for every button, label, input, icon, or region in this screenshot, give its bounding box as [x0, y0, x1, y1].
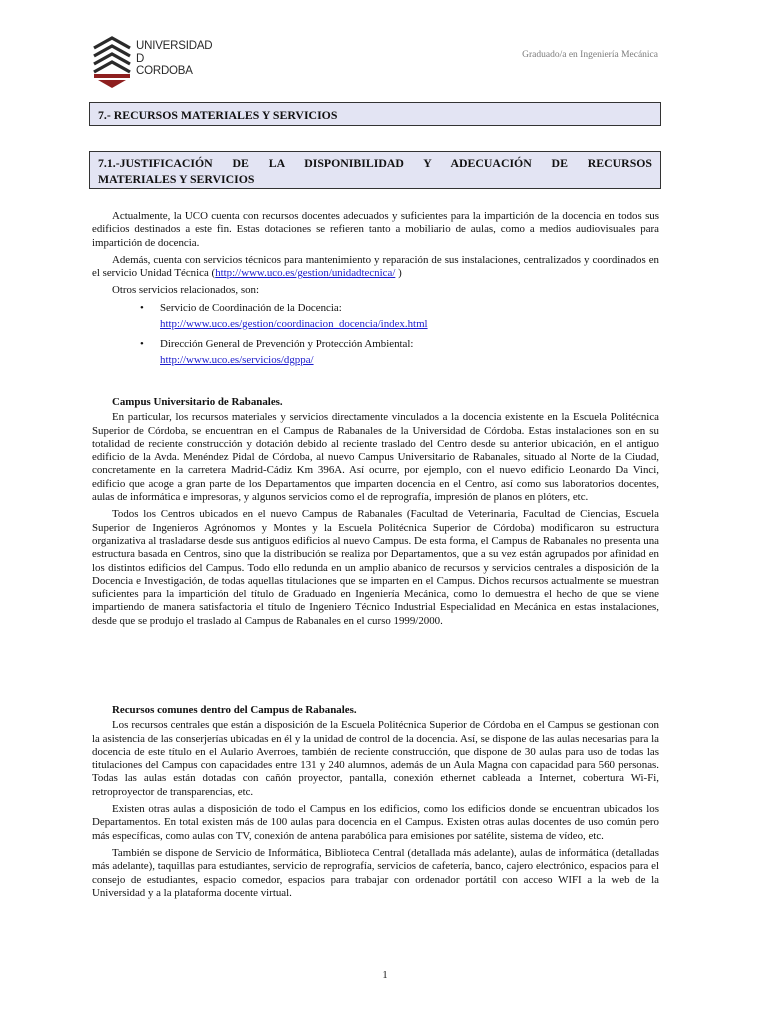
- subsection-title-box: [89, 151, 661, 189]
- services-list: [92, 300, 659, 368]
- university-logo-text: [136, 40, 212, 78]
- list-item-label: Dirección General de Prevención y Protección Ambiental:: [160, 337, 414, 350]
- page-number: 1: [382, 970, 388, 981]
- logo-line-3: CORDOBA: [136, 65, 193, 77]
- paragraph-services: También se dispone de Servicio de Informática, Biblioteca Central (detallada más adelante), aulas de informática (detalladas más adelante), taquillas para estudiantes, servicio de reprografía, servicios de cafetería, banco, cajero electrónico, espacios para el consejo de estudiantes, espacio comedor, espacios para trabajar con ordenador portátil con acceso WIFI a la web de la Universidad y a la plataforma docente virtual.: [92, 846, 659, 899]
- list-item-label: Servicio de Coordinación de la Docencia:: [160, 301, 342, 314]
- paragraph-central-resources: Los recursos centrales que están a disposición de la Escuela Politécnica Superior de Córdoba en el Campus se gestionan con la asistencia de las conserjerías ubicadas en él y la unidad de control de la docencia. Así, se dispone de las aulas necesarias para la docencia de este título en el Aulario Averroes, también de reciente construcción, que dispone de 30 aulas para uso de todas las titulaciones del Campus con capacidades entre 131 y 240 alumnos, además de un Aula Magna con capacidad para 560 personas. Todas las aulas están dotadas con cañón proyector, pantalla, conexión ethernet cableada a Internet, cobertura Wi-Fi, retroproyector de transparencias, etc.: [92, 719, 659, 798]
- body-block-intro: [92, 210, 659, 374]
- subsection-title-line-1: 7.1.-JUSTIFICACIÓN DE LA DISPONIBILIDAD Y ADECUACIÓN DE RECURSOS: [98, 156, 652, 170]
- section-title: 7.- RECURSOS MATERIALES Y SERVICIOS: [98, 108, 338, 122]
- paragraph-technical-text: Además, cuenta con servicios técnicos para mantenimiento y reparación de sus instalaciones, centralizados y coordinados en el servicio Unidad Técnica (: [92, 253, 659, 280]
- paragraph-intro: Actualmente, la UCO cuenta con recursos docentes adecuados y suficientes para la impartición de la docencia en todos sus edificios destinados a este fin. Estas dotaciones se refieren tanto a mobiliario de aulas, como a medios audiovisuales para impartición de docencia.: [92, 210, 659, 249]
- body-block-campus: [92, 396, 659, 632]
- bullet-icon: •: [140, 337, 144, 350]
- body-block-common-resources: [92, 704, 659, 904]
- logo-line-1: UNIVERSIDAD: [136, 40, 213, 52]
- paragraph-campus-centers: Todos los Centros ubicados en el nuevo Campus de Rabanales (Facultad de Veterinaria, Facultad de Ciencias, Escuela Superior de Ingenieros Agrónomos y Montes y la Escuela Politécnica Superior de Córdoba) modificaron su estructura organizativa al trasladarse desde sus antiguos edificios al nuevo Campus. De esta forma, el Campus de Rabanales no presenta una estructura basada en Centros, sino que la distribución se realiza por Departamentos, que a su vez están agrupados por afinidad en los distintos edificios del Campus. Todo ello redunda en un amplio abanico de recursos y servicios centrales a disposición de la Docencia e Investigación, de todas aquellas titulaciones que se imparten en el Campus. Dichos recursos actualmente se muestran suficientes para la impartición del título de Graduado en Ingeniería Mecánica, como lo demuestra el hecho de que se viene impartiendo de manera satisfactoria el título de Ingeniero Técnico Industrial Especialidad en Mecánica en estas instalaciones, desde que se produjo el traslado al Campus de Rabanales en el curso 1999/2000.: [92, 508, 659, 627]
- bullet-icon: •: [140, 301, 144, 314]
- link-coordinacion-docencia[interactable]: http://www.uco.es/gestion/coordinacion_docencia/index.html: [160, 317, 428, 330]
- subsection-title-line-2: MATERIALES Y SERVICIOS: [98, 172, 255, 186]
- paragraph-other-services: Otros servicios relacionados, son:: [112, 284, 259, 297]
- list-item: [92, 300, 659, 332]
- paragraph-other-classrooms: Existen otras aulas a disposición de todo el Campus en los edificios, como los edificios donde se encuentran ubicados los Departamentos. En total existen más de 100 aulas para docencia en el Campus. Existen otras aulas docentes de uso común pero más específicas, como aulas con TV, conexión de antena parabólica para emisiones por satélite, sistema de vídeo, etc.: [92, 803, 659, 842]
- paragraph-campus-resources: En particular, los recursos materiales y servicios directamente vinculados a la docencia existente en la Escuela Politécnica Superior de Córdoba, se encuentran en el Campus de Rabanales de la Universidad de Córdoba. Estas instalaciones son en su totalidad de reciente construcción y dotación debido al reciente traslado del Centro desde su anterior ubicación, en el antiguo edificio de la Avda. Menéndez Pidal de Córdoba, al nuevo Campus Universitario de Rabanales, situado al Norte de la Ciudad, concretamente en la carretera Madrid-Cádiz Km 396A. Así ocurre, por ejemplo, con el nuevo edificio Leonardo Da Vinci, edificio que acoge a gran parte de los Departamentos que imparten docencia en el Centro, así como sus laboratorios docentes, aulas de informática e impresoras, y algunos servicios como el de reprografía, impresión de planos en plóters, etc.: [92, 411, 659, 504]
- paragraph-technical-services: [92, 254, 659, 281]
- heading-campus-rabanales: Campus Universitario de Rabanales.: [112, 396, 283, 408]
- logo-line-2: D: [136, 52, 145, 65]
- running-title: Graduado/a en Ingeniería Mecánica: [522, 50, 658, 60]
- section-title-box: [89, 102, 661, 126]
- link-dgppa[interactable]: http://www.uco.es/servicios/dgppa/: [160, 353, 314, 366]
- list-item: [92, 336, 659, 368]
- link-unidad-tecnica[interactable]: http://www.uco.es/gestion/unidadtecnica/: [215, 267, 396, 280]
- paragraph-technical-end: ): [395, 267, 402, 280]
- heading-common-resources: Recursos comunes dentro del Campus de Rabanales.: [112, 704, 357, 716]
